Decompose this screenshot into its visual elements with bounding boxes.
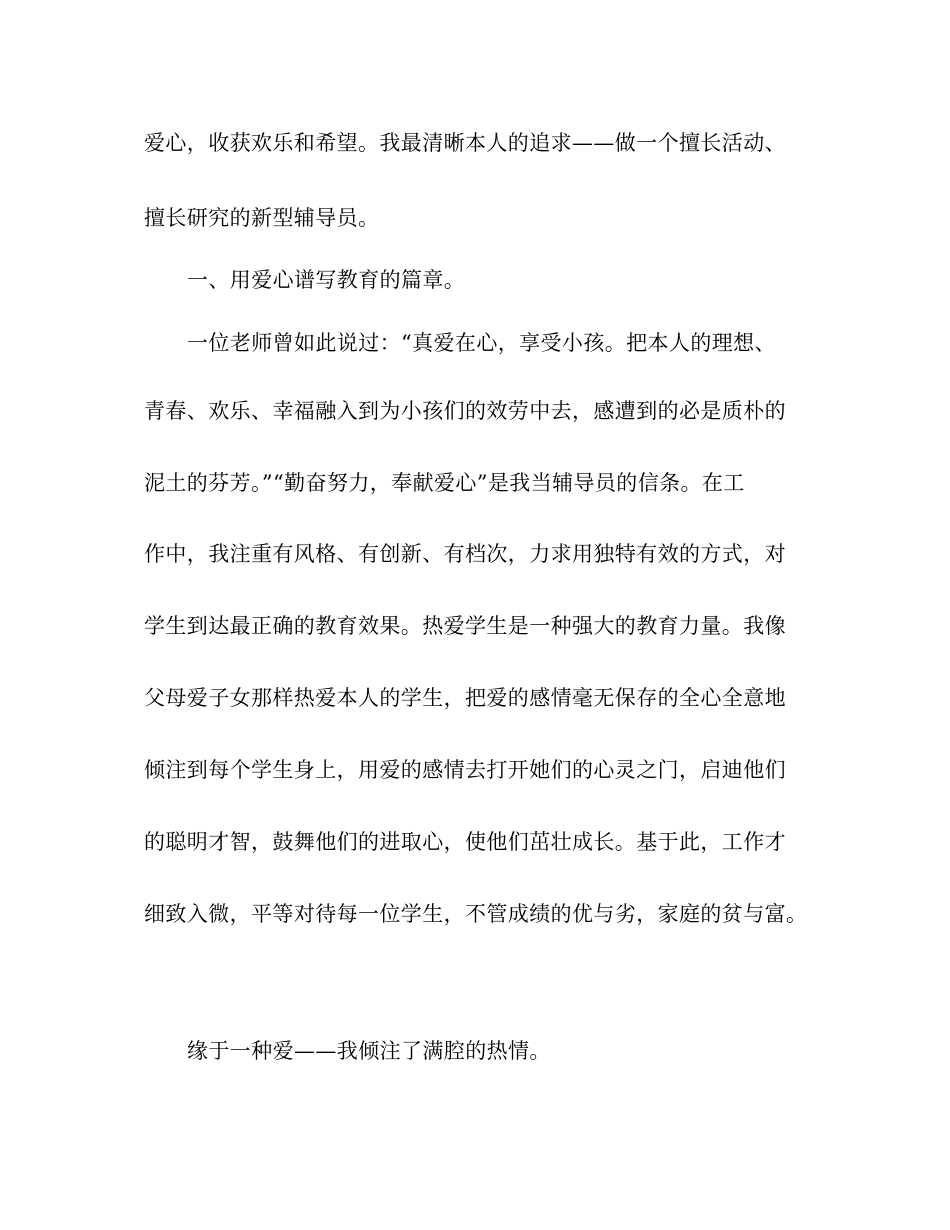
paragraph-line: 倾注到每个学生身上，用爱的感情去打开她们的心灵之门，启迪他们 [144, 758, 786, 782]
paragraph-line: 一位老师曾如此说过：“真爱在心，享受小孩。把本人的理想、 [187, 331, 776, 355]
paragraph-line: 擅长研究的新型辅导员。 [144, 206, 380, 230]
paragraph-line: 青春、欢乐、幸福融入到为小孩们的效劳中去，感遭到的必是质朴的 [144, 399, 786, 423]
paragraph-line: 作中，我注重有风格、有创新、有档次，力求用独特有效的方式，对 [144, 542, 786, 566]
paragraph-line: 学生到达最正确的教育效果。热爱学生是一种强大的教育力量。我像 [144, 614, 786, 638]
paragraph-line: 的聪明才智，鼓舞他们的进取心，使他们茁壮成长。基于此，工作才 [144, 830, 786, 854]
paragraph-line: 泥土的芬芳。”“勤奋努力，奉献爱心”是我当辅导员的信条。在工 [144, 471, 745, 495]
paragraph-line: 爱心，收获欢乐和希望。我最清晰本人的追求——做一个擅长活动、 [144, 131, 786, 155]
paragraph-line: 缘于一种爱——我倾注了满腔的热情。 [187, 1039, 551, 1063]
section-heading: 一、用爱心谱写教育的篇章。 [187, 268, 466, 292]
paragraph-line: 父母爱子女那样热爱本人的学生，把爱的感情毫无保存的全心全意地 [144, 686, 786, 710]
paragraph-line: 细致入微，平等对待每一位学生，不管成绩的优与劣，家庭的贫与富。 [144, 902, 808, 926]
